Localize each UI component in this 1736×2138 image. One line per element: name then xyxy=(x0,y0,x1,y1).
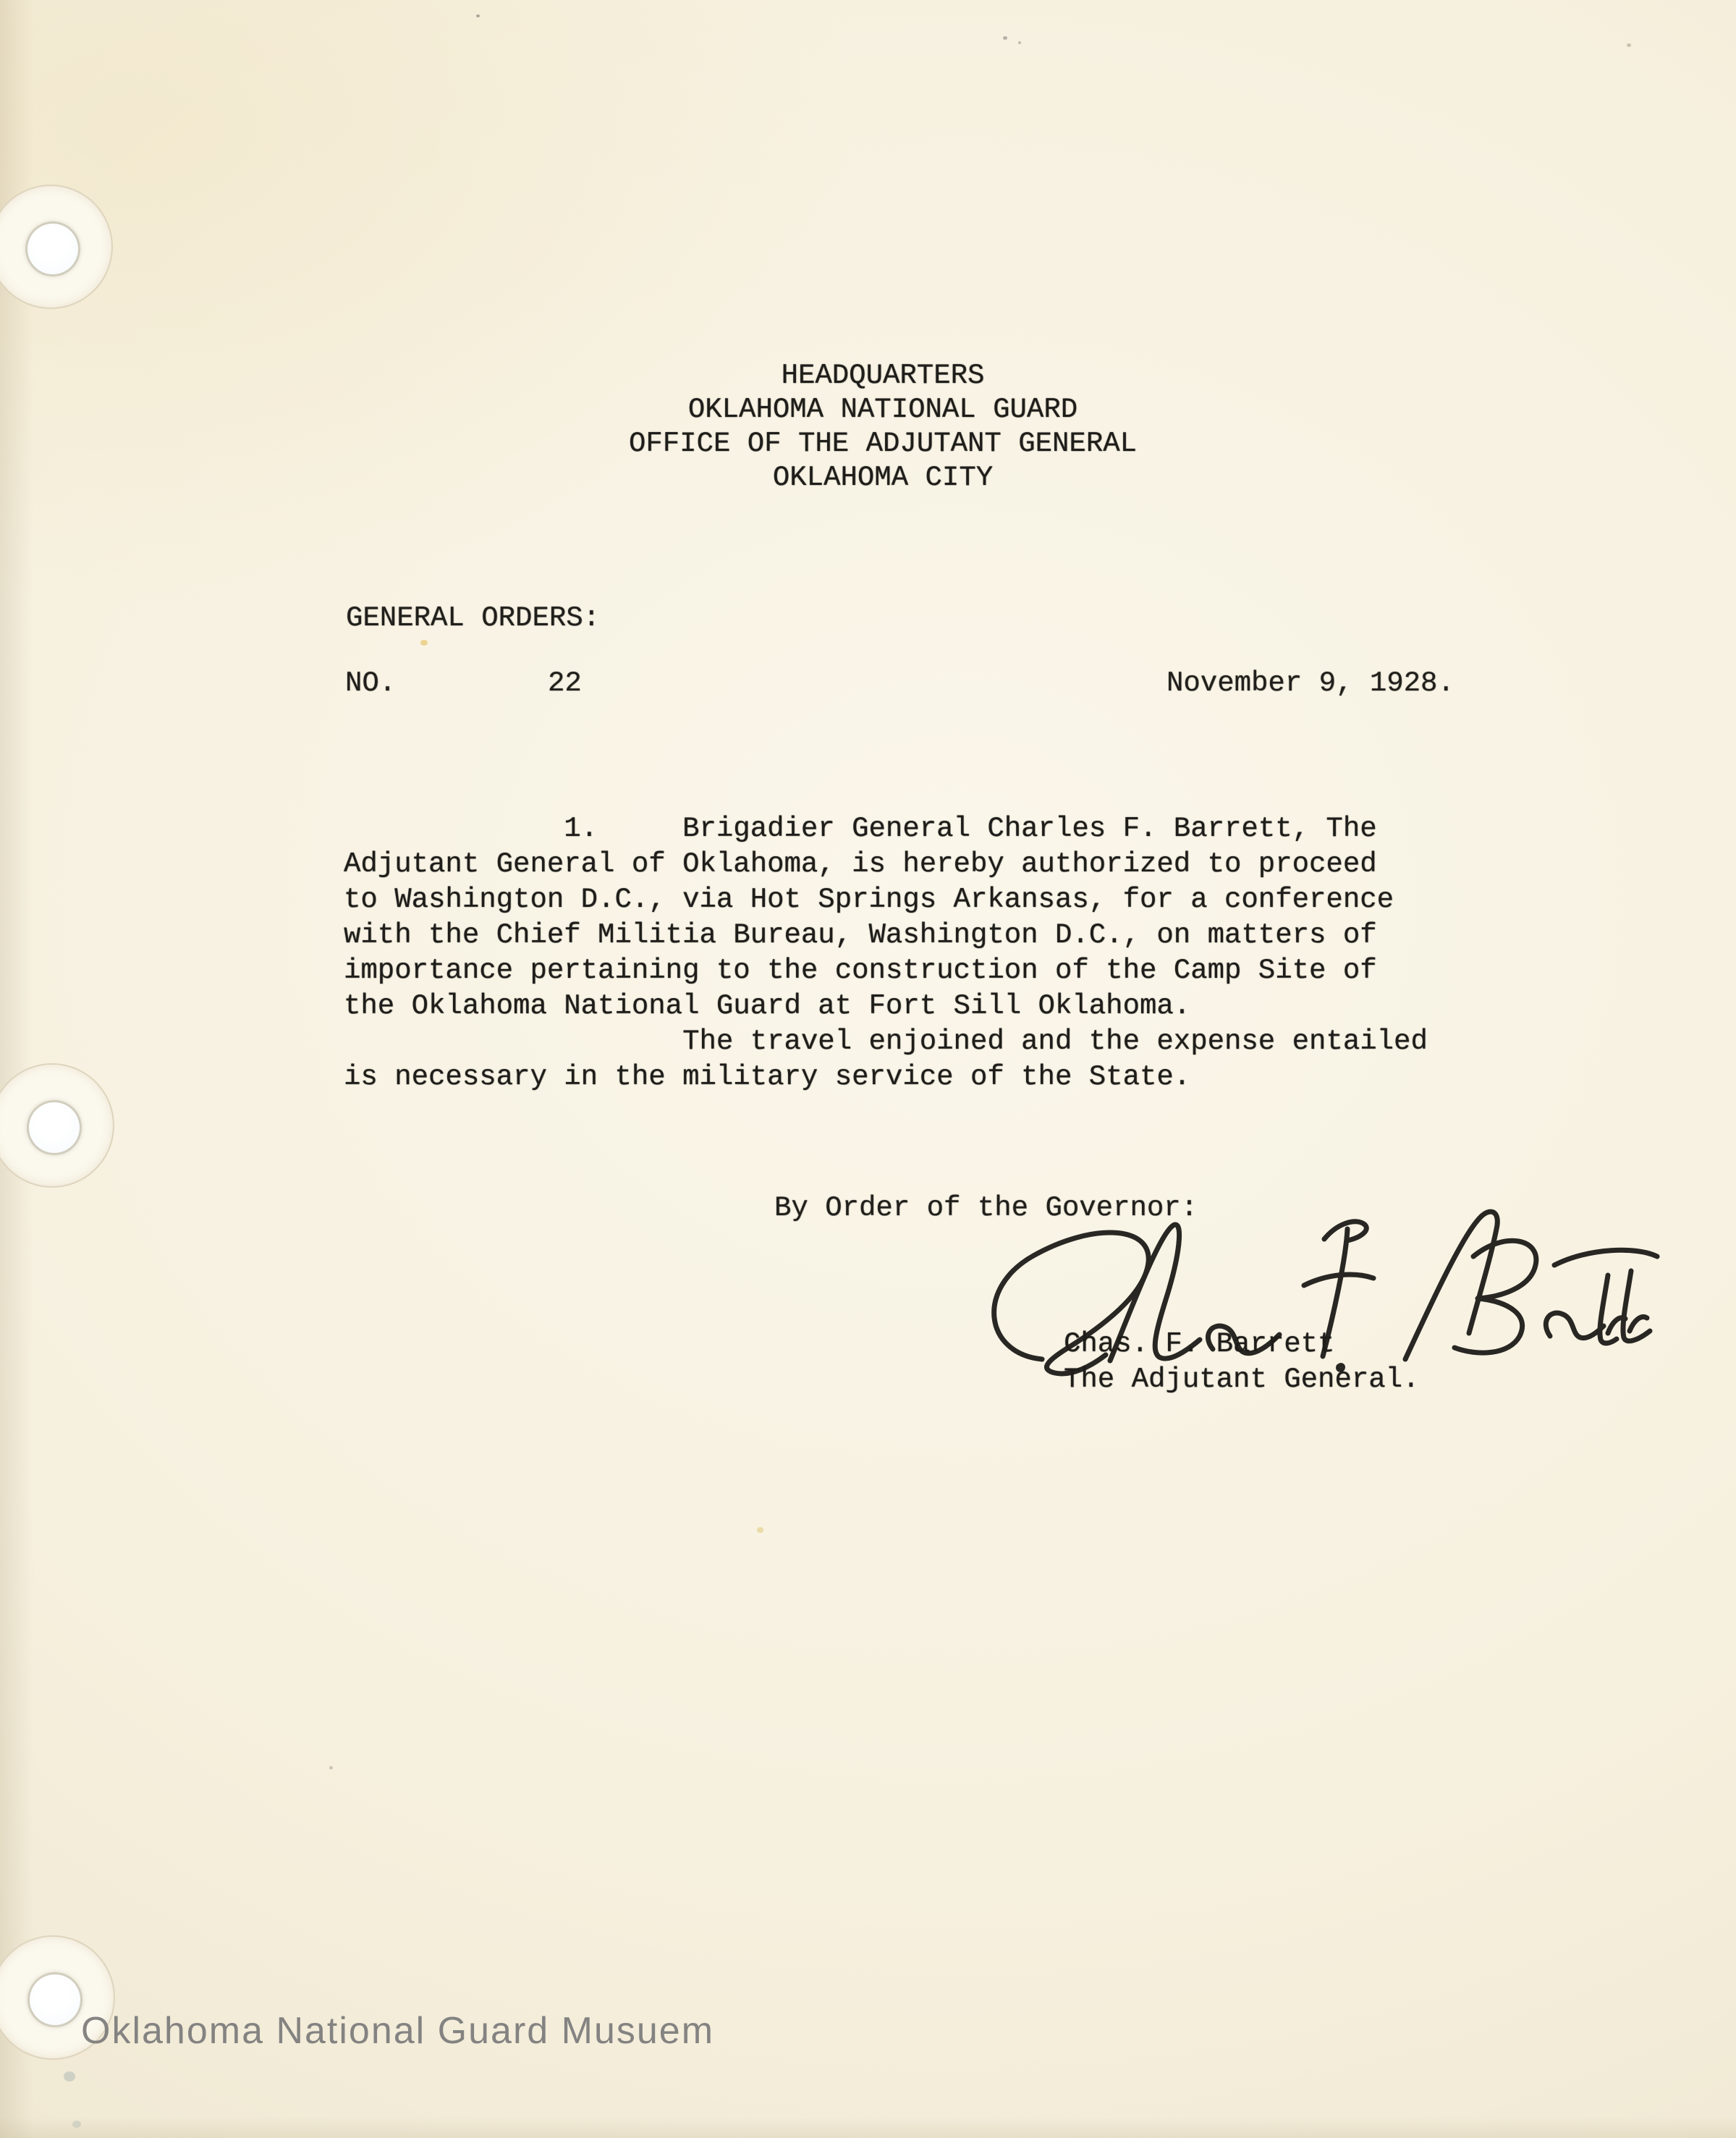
order-number-value: 22 xyxy=(548,667,582,699)
signature-stroke xyxy=(1623,1271,1650,1341)
punch-hole-opening xyxy=(27,1100,82,1155)
letterhead-line-headquarters: HEADQUARTERS xyxy=(781,360,985,392)
signed-title: The Adjutant General. xyxy=(1064,1364,1420,1395)
punch-hole-opening xyxy=(27,1972,82,2027)
scan-speck xyxy=(1627,43,1631,47)
order-date: November 9, 1928. xyxy=(1166,667,1455,699)
body-line: with the Chief Militia Bureau, Washington D.C., on matters of xyxy=(344,919,1377,951)
scan-speck xyxy=(420,640,428,646)
punch-hole-top xyxy=(0,185,113,309)
body-line: to Washington D.C., via Hot Springs Arkansas, for a conference xyxy=(344,884,1394,916)
scan-stain xyxy=(64,2071,75,2082)
body-line: is necessary in the military service of the State. xyxy=(344,1061,1191,1093)
order-number-label: NO. xyxy=(345,667,397,699)
body-line: The travel enjoined and the expense entailed xyxy=(344,1026,1428,1057)
signature-stroke xyxy=(1455,1241,1536,1353)
body-line: 1. Brigadier General Charles F. Barrett, The xyxy=(344,813,1377,845)
scan-speck xyxy=(1003,36,1007,40)
scan-speck xyxy=(476,14,480,17)
scan-speck xyxy=(1018,41,1021,44)
punch-hole-opening xyxy=(25,221,80,276)
signed-name: Chas. F. Barrett xyxy=(1064,1328,1335,1360)
scan-speck xyxy=(757,1527,763,1533)
scan-speck xyxy=(329,1766,333,1770)
signature-block xyxy=(1064,1327,1419,1398)
signature-stroke xyxy=(1546,1313,1604,1338)
body-paragraph xyxy=(344,811,1428,1095)
letterhead-line-city: OKLAHOMA CITY xyxy=(772,462,994,494)
body-line: importance pertaining to the construction of the Camp Site of xyxy=(344,955,1377,986)
signature-stroke xyxy=(1554,1250,1657,1265)
page-edge-shadow-bottom xyxy=(0,2116,1736,2138)
letterhead xyxy=(593,359,1172,495)
body-line: the Oklahoma National Guard at Fort Sill Oklahoma. xyxy=(344,990,1191,1022)
punch-hole-middle xyxy=(0,1063,114,1188)
scan-stain xyxy=(72,2121,81,2128)
body-line: Adjutant General of Oklahoma, is hereby authorized to proceed xyxy=(344,848,1377,880)
letterhead-line-org: OKLAHOMA NATIONAL GUARD xyxy=(687,394,1078,426)
general-orders-label: GENERAL ORDERS: xyxy=(346,602,601,634)
closing-line: By Order of the Governor: xyxy=(774,1192,1198,1224)
letterhead-line-office: OFFICE OF THE ADJUTANT GENERAL xyxy=(628,428,1138,460)
watermark-text: Oklahoma National Guard Musuem xyxy=(81,2010,715,2052)
signature-stroke xyxy=(1630,1317,1647,1331)
